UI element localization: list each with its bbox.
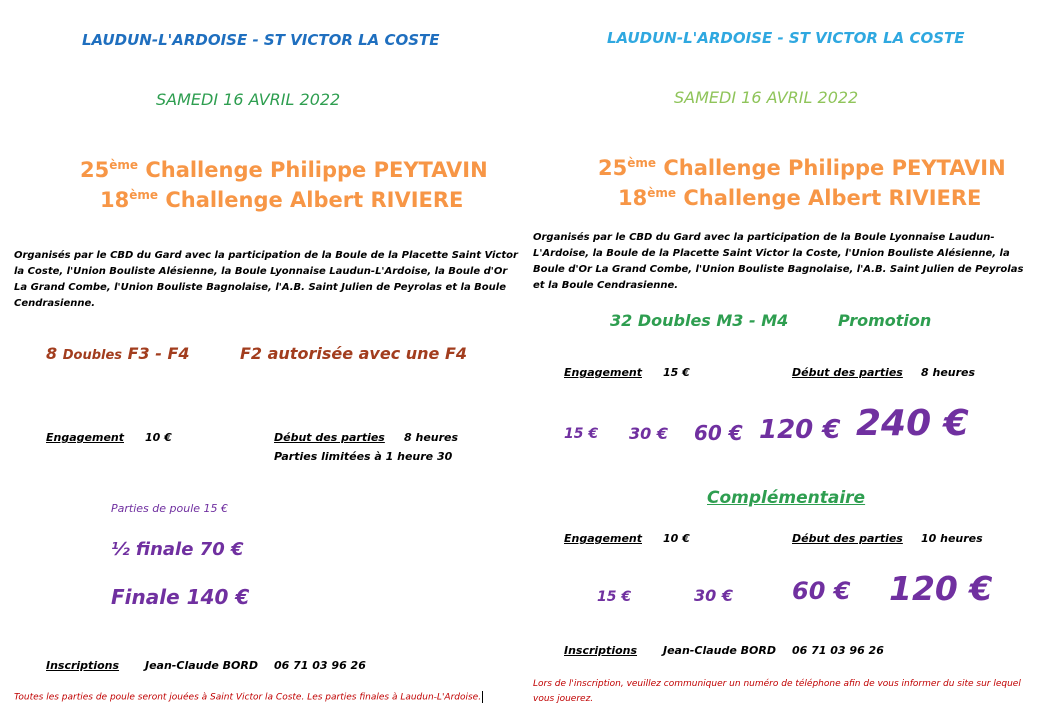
right-comp-prize-3: 60 € bbox=[792, 577, 851, 605]
right-comp-engagement-label: Engagement bbox=[564, 532, 642, 545]
right-comp-prize-4: 120 € bbox=[889, 569, 993, 608]
right-debut-value: 8 heures bbox=[921, 366, 976, 379]
text-cursor bbox=[482, 691, 483, 703]
right-prize-4: 120 € bbox=[759, 415, 841, 445]
left-contact-phone: 06 71 03 96 26 bbox=[274, 659, 366, 672]
left-header: LAUDUN-L'ARDOISE - ST VICTOR LA COSTE bbox=[82, 31, 440, 49]
right-debut-label: Début des parties bbox=[792, 366, 903, 379]
right-engagement-value: 15 € bbox=[663, 366, 690, 379]
right-organizers: Organisés par le CBD du Gard avec la participation de la Boule Lyonnaise Laudun-L'Ardoise, la Boule de la Placette Saint Victor la Coste, l'Union Bouliste Alésienne, la Boule d'Or La Grand Combe, l'Union Bouliste Bagnolaise, l'A.B. Saint Julien de Peyrolas et la Boule Cendrasienne. bbox=[533, 232, 1024, 291]
left-demi-prize: ½ finale 70 € bbox=[111, 539, 244, 560]
left-date: SAMEDI 16 AVRIL 2022 bbox=[156, 90, 341, 109]
left-category-note: F2 autorisée avec une F4 bbox=[240, 344, 468, 363]
right-comp-debut-label: Début des parties bbox=[792, 532, 903, 545]
left-organizers: Organisés par le CBD du Gard avec la participation de la Boule de la Placette Saint Victor la Coste, l'Union Bouliste Alésienne, la Boule Lyonnaise Laudun-L'Ardoise, la Boule d'Or La Grand Combe, l'Union Bouliste Bagnolaise, l'A.B. Saint Julien de Peyrolas et la Boule Cendrasienne. bbox=[14, 250, 518, 309]
right-comp-debut-value: 10 heures bbox=[921, 532, 983, 545]
right-complementaire-title: Complémentaire bbox=[707, 488, 866, 508]
right-comp-prize-1: 15 € bbox=[597, 589, 632, 605]
left-poule-prize: Parties de poule 15 € bbox=[111, 502, 229, 515]
left-challenge-2: 18ème Challenge Albert RIVIERE bbox=[100, 188, 464, 212]
right-engagement-label: Engagement bbox=[564, 366, 642, 379]
left-challenge-1: 25ème Challenge Philippe PEYTAVIN bbox=[80, 158, 488, 182]
left-engagement-value: 10 € bbox=[145, 431, 172, 444]
right-comp-engagement-value: 10 € bbox=[663, 532, 690, 545]
right-header: LAUDUN-L'ARDOISE - ST VICTOR LA COSTE bbox=[607, 29, 965, 47]
left-engagement-label: Engagement bbox=[46, 431, 124, 444]
left-contact-name: Jean-Claude BORD bbox=[145, 659, 258, 672]
right-challenge-2: 18ème Challenge Albert RIVIERE bbox=[618, 186, 982, 210]
right-category: 32 Doubles M3 - M4 bbox=[610, 311, 789, 330]
right-inscriptions-label: Inscriptions bbox=[564, 644, 638, 657]
left-limit-note: Parties limitées à 1 heure 30 bbox=[274, 450, 453, 463]
left-debut-value: 8 heures bbox=[404, 431, 459, 444]
left-footer: Toutes les parties de poule seront jouées à Saint Victor la Coste. Les parties finales à Laudun-L'Ardoise. bbox=[14, 692, 482, 703]
left-category: 8 Doubles F3 - F4 bbox=[46, 344, 190, 363]
right-challenge-1: 25ème Challenge Philippe PEYTAVIN bbox=[598, 156, 1006, 180]
right-date: SAMEDI 16 AVRIL 2022 bbox=[674, 88, 859, 107]
right-contact-phone: 06 71 03 96 26 bbox=[792, 644, 884, 657]
right-promotion: Promotion bbox=[838, 311, 932, 330]
right-prize-5: 240 € bbox=[856, 403, 969, 444]
left-inscriptions-label: Inscriptions bbox=[46, 659, 120, 672]
right-prize-3: 60 € bbox=[694, 421, 743, 445]
right-comp-prize-2: 30 € bbox=[694, 586, 733, 605]
right-contact-name: Jean-Claude BORD bbox=[663, 644, 776, 657]
left-debut-label: Début des parties bbox=[274, 431, 385, 444]
right-prize-1: 15 € bbox=[564, 426, 599, 442]
left-finale-prize: Finale 140 € bbox=[111, 585, 250, 609]
right-footer: Lors de l'inscription, veuillez communiquer un numéro de téléphone afin de vous informer du site sur lequel vous jouerez. bbox=[533, 679, 1021, 704]
right-prize-2: 30 € bbox=[629, 424, 668, 443]
